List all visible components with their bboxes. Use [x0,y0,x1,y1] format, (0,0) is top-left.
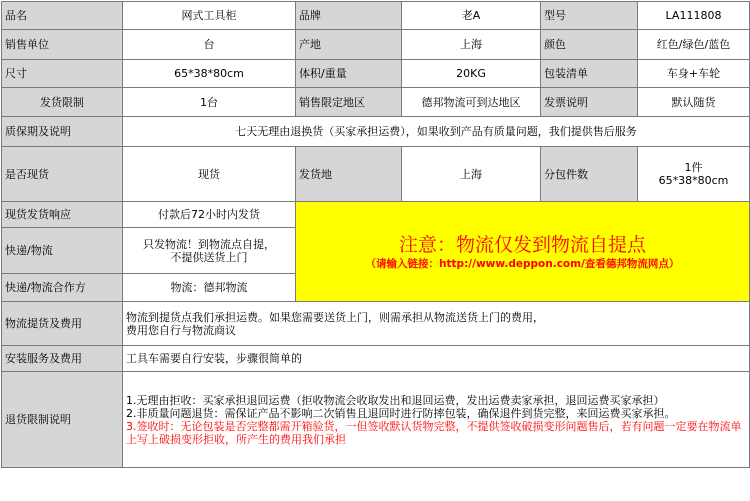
value-volume-weight: 20KG [402,60,541,88]
label-packages: 分包件数 [541,147,638,202]
logistics-notice [296,202,750,302]
label-packing-list: 包装清单 [541,60,638,88]
label-name: 品名 [2,2,123,30]
row-size-weight-packing [2,60,750,88]
product-spec-sheet [0,1,750,501]
label-ship-from: 发货地 [296,147,402,202]
label-volume-weight: 体积/重量 [296,60,402,88]
label-install: 安装服务及费用 [2,346,123,372]
value-warranty: 七天无理由退换货（买家承担运费），如果收到产品有质量问题，我们提供售后服务 [123,117,750,147]
label-ship-limit: 发货限制 [2,88,123,117]
row-install [2,346,750,372]
packages-count: 1件 [684,161,703,174]
packages-size: 65*38*80cm [658,174,729,187]
express-line-2: 不提供送货上门 [170,250,248,264]
row-limit-area-invoice [2,88,750,117]
returns-item-1: 1.无理由拒收：买家承担退回运费（拒收物流会收取发出和退回运费，发出运费卖家承担，退回运费买家承担） [126,393,665,407]
value-returns [123,372,750,468]
label-sales-area: 销售限定地区 [296,88,402,117]
label-invoice: 发票说明 [541,88,638,117]
spec-table [1,1,750,468]
value-in-stock: 现货 [123,147,296,202]
value-sales-unit: 台 [123,30,296,60]
label-returns: 退货限制说明 [2,372,123,468]
value-name: 网式工具柜 [123,2,296,30]
value-origin: 上海 [402,30,541,60]
label-brand: 品牌 [296,2,402,30]
row-name-brand-model [2,2,750,30]
label-sales-unit: 销售单位 [2,30,123,60]
label-origin: 产地 [296,30,402,60]
value-response: 付款后72小时内发货 [123,202,296,228]
value-packages [638,147,750,202]
label-model: 型号 [541,2,638,30]
returns-item-3: 3.签收时：无论包装是否完整都需开箱验货，一但签收默认货物完整，不提供签收破损变形问题售后，若有问题一定要在物流单上写上破损变形拒收，所产生的费用我们承担 [126,419,742,446]
express-line-1: 只发物流！到物流点自提， [143,237,275,251]
row-pickup-fee [2,302,750,346]
value-ship-from: 上海 [402,147,541,202]
label-partner: 快递/物流合作方 [2,274,123,302]
label-warranty: 质保期及说明 [2,117,123,147]
value-install: 工具车需要自行安装，步骤很简单的 [123,346,750,372]
value-invoice: 默认随货 [638,88,750,117]
value-partner: 物流：德邦物流 [123,274,296,302]
returns-item-2: 2.非质量问题退货：需保证产品不影响二次销售且退回时进行防摔包装，确保退件到货完整，来回运费买家承担。 [126,406,676,420]
value-sales-area: 德邦物流可到达地区 [402,88,541,117]
value-brand: 老A [402,2,541,30]
row-stock-shipfrom-packages [2,147,750,202]
value-color: 红色/绿色/蓝色 [638,30,750,60]
value-size: 65*38*80cm [123,60,296,88]
row-response [2,202,750,228]
value-packing-list: 车身+车轮 [638,60,750,88]
value-express [123,228,296,274]
label-in-stock: 是否现货 [2,147,123,202]
notice-link-text: （请输入链接：http://www.deppon.com/查看德邦物流网点） [365,257,680,270]
row-warranty [2,117,750,147]
label-pickup-fee: 物流提货及费用 [2,302,123,346]
row-unit-origin-color [2,30,750,60]
notice-title: 注意：物流仅发到物流自提点 [398,233,646,256]
value-model: LA111808 [638,2,750,30]
label-color: 颜色 [541,30,638,60]
label-express: 快递/物流 [2,228,123,274]
pickup-fee-line-2: 费用您自行与物流商议 [126,323,236,337]
pickup-fee-line-1: 物流到提货点我们承担运费。如果您需要送货上门，则需承担从物流送货上门的费用， [126,310,544,324]
label-response: 现货发货响应 [2,202,123,228]
value-ship-limit: 1台 [123,88,296,117]
label-size: 尺寸 [2,60,123,88]
value-pickup-fee [123,302,750,346]
row-returns [2,372,750,468]
